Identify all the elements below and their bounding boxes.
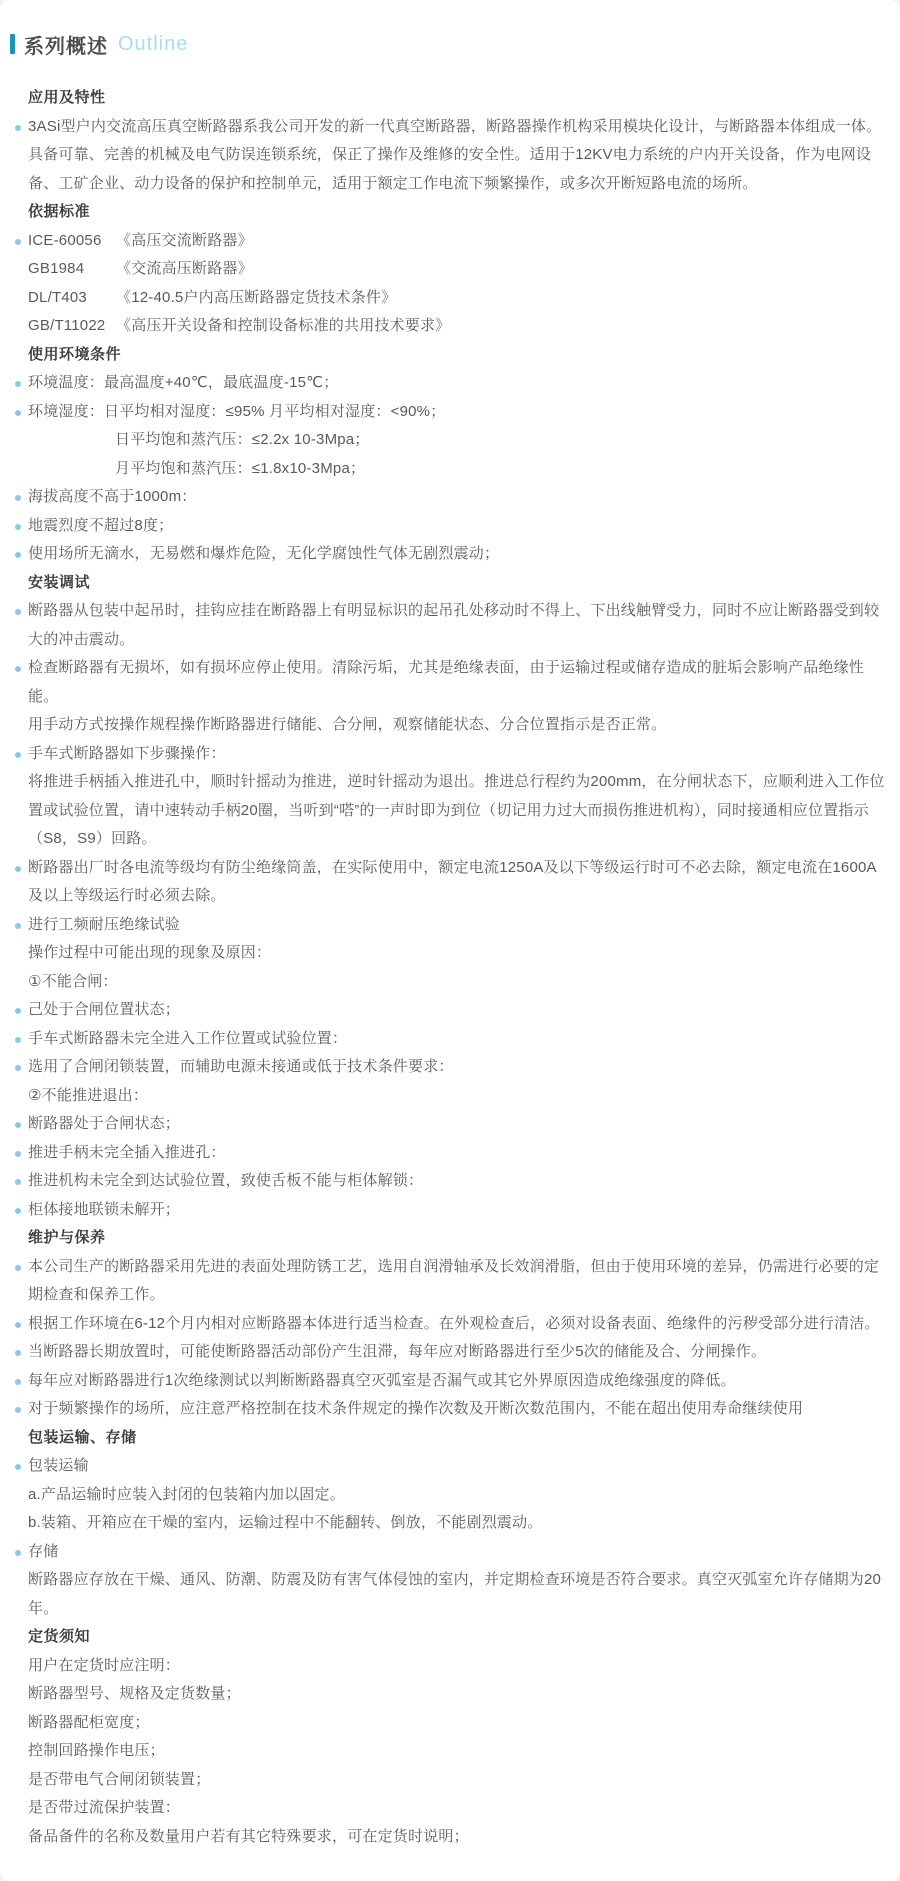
section-items bbox=[10, 1253, 890, 1424]
text-line bbox=[10, 1110, 890, 1139]
bullet-icon bbox=[10, 911, 28, 940]
section-items bbox=[10, 1452, 890, 1623]
text-line bbox=[10, 1139, 890, 1168]
section-items bbox=[10, 113, 890, 199]
text-line bbox=[10, 1053, 890, 1082]
bullet-spacer bbox=[10, 1566, 28, 1623]
bullet-icon bbox=[10, 1395, 28, 1424]
text-line bbox=[10, 227, 890, 256]
text-line bbox=[10, 512, 890, 541]
page-title: 系列概述 bbox=[24, 35, 108, 58]
bullet-spacer bbox=[10, 1737, 28, 1766]
bullet-spacer bbox=[10, 1652, 28, 1681]
section-heading: 定货须知 bbox=[28, 1628, 91, 1645]
text-line bbox=[10, 654, 890, 711]
text-line bbox=[10, 113, 890, 199]
bullet-spacer bbox=[10, 768, 28, 854]
bullet-spacer bbox=[10, 1481, 28, 1510]
line-text: 断路器型号、规格及定货数量； bbox=[28, 1685, 241, 1702]
section-items bbox=[10, 369, 890, 569]
line-text: 月平均饱和蒸汽压：≤1.8x10-3Mpa； bbox=[115, 459, 366, 477]
text-line bbox=[10, 1253, 890, 1310]
text-line bbox=[10, 1737, 890, 1766]
bullet-spacer bbox=[10, 711, 28, 740]
line-text: 手车式断路器如下步骤操作： bbox=[28, 744, 226, 762]
bullet-spacer bbox=[10, 939, 28, 968]
bullet-icon bbox=[10, 654, 28, 711]
line-text: ①不能合闸： bbox=[28, 972, 118, 990]
text-line bbox=[10, 1367, 890, 1396]
bullet-spacer bbox=[10, 1509, 28, 1538]
line-text: 对于频繁操作的场所，应注意严格控制在技术条件规定的操作次数及开断次数范围内，不能在超出使用寿命继续使用 bbox=[28, 1400, 804, 1417]
text-line bbox=[10, 1652, 890, 1681]
line-text: 根据工作环境在6-12个月内相对应断路器本体进行适当检查。在外观检查后，必须对设备表面、绝缘件的污秽受部分进行清洁。 bbox=[28, 1314, 880, 1332]
page-subtitle: Outline bbox=[118, 32, 189, 55]
text-line bbox=[10, 426, 890, 455]
text-line bbox=[10, 996, 890, 1025]
line-text: a.产品运输时应装入封闭的包装箱内加以固定。 bbox=[28, 1485, 345, 1503]
bullet-icon bbox=[10, 227, 28, 256]
text-line bbox=[10, 312, 890, 341]
line-text: 控制回路操作电压； bbox=[28, 1742, 165, 1759]
bullet-icon bbox=[10, 1196, 28, 1225]
text-line bbox=[10, 1823, 890, 1852]
bullet-spacer bbox=[10, 284, 28, 313]
bullet-icon bbox=[10, 1310, 28, 1339]
line-text: 用手动方式按操作规程操作断路器进行储能、合分闸，观察储能状态、分合位置指示是否正常。 bbox=[28, 716, 667, 733]
bullet-spacer bbox=[10, 426, 28, 455]
text-line bbox=[10, 1680, 890, 1709]
text-line bbox=[10, 1025, 890, 1054]
text-line bbox=[10, 1082, 890, 1111]
section-heading: 安装调试 bbox=[28, 573, 91, 591]
standard-code: DL/T403 bbox=[28, 288, 87, 306]
line-text: 每年应对断路器进行1次绝缘测试以判断断路器真空灭弧室是否漏气或其它外界原因造成绝缘强度的降低。 bbox=[28, 1371, 736, 1389]
line-text: 海拔高度不高于1000m： bbox=[28, 488, 197, 505]
text-line bbox=[10, 369, 890, 398]
bullet-icon bbox=[10, 113, 28, 199]
bullet-spacer bbox=[10, 1082, 28, 1111]
text-line bbox=[10, 1766, 890, 1795]
bullet-icon bbox=[10, 740, 28, 769]
text-line bbox=[10, 1167, 890, 1196]
line-text: GB/T11022 《高压开关设备和控制设备标准的共用技术要求》 bbox=[28, 312, 890, 341]
line-text: 存储 bbox=[28, 1542, 59, 1560]
text-line bbox=[10, 1509, 890, 1538]
bullet-spacer bbox=[10, 455, 28, 484]
line-text: 环境湿度：日平均相对湿度：≤95% 月平均相对湿度：<90%； bbox=[28, 402, 446, 420]
line-text: 备品备件的名称及数量用户若有其它特殊要求，可在定货时说明； bbox=[28, 1827, 469, 1845]
bullet-spacer bbox=[10, 312, 28, 341]
standard-code: GB/T11022 bbox=[28, 317, 106, 334]
bullet-icon bbox=[10, 1452, 28, 1481]
document-section bbox=[10, 84, 890, 198]
line-text: 断路器处于合闸状态； bbox=[28, 1115, 181, 1132]
bullet-spacer bbox=[10, 1823, 28, 1852]
line-text: 手车式断路器未完全进入工作位置或试验位置： bbox=[28, 1029, 348, 1047]
document-section bbox=[10, 1224, 890, 1424]
line-text: ②不能推进退出： bbox=[28, 1086, 149, 1104]
bullet-icon bbox=[10, 369, 28, 398]
line-text: 柜体接地联锁未解开； bbox=[28, 1200, 181, 1218]
text-line bbox=[10, 711, 890, 740]
document-section bbox=[10, 1424, 890, 1624]
text-line bbox=[10, 968, 890, 997]
section-items bbox=[10, 1652, 890, 1852]
page-header bbox=[10, 30, 890, 58]
text-line bbox=[10, 483, 890, 512]
bullet-spacer bbox=[10, 1794, 28, 1823]
text-line bbox=[10, 911, 890, 940]
text-line bbox=[10, 1481, 890, 1510]
accent-bar-icon bbox=[10, 34, 15, 54]
bullet-icon bbox=[10, 996, 28, 1025]
text-line bbox=[10, 597, 890, 654]
section-heading: 使用环境条件 bbox=[28, 345, 122, 363]
line-text: 断路器从包装中起吊时，挂钩应挂在断路器上有明显标识的起吊孔处移动时不得上、下出线触臂受力，同时不应让断路器受到较大的冲击震动。 bbox=[28, 602, 880, 648]
text-line bbox=[10, 1338, 890, 1367]
text-line bbox=[10, 1310, 890, 1339]
bullet-icon bbox=[10, 1367, 28, 1396]
line-text: 日平均饱和蒸汽压：≤2.2x 10-3Mpa； bbox=[115, 431, 370, 448]
line-text: 是否带电气合闸闭锁装置； bbox=[28, 1770, 211, 1788]
document-section bbox=[10, 341, 890, 569]
line-text: 使用场所无滴水，无易燃和爆炸危险，无化学腐蚀性气体无剧烈震动； bbox=[28, 545, 500, 562]
text-line bbox=[10, 1452, 890, 1481]
line-text: 是否带过流保护装置： bbox=[28, 1799, 181, 1816]
line-text: 3ASi型户内交流高压真空断路器系我公司开发的新一代真空断路器，断路器操作机构采用模块化设计，与断路器本体组成一体。具备可靠、完善的机械及电气防误连锁系统，保正了操作及维修的安全性。适用于12KV电力系统的户内开关设备，作为电网设备、工矿企业、动力设备的保护和控制单元，适用于额定工作电流下频繁操作，或多次开断短路电流的场所。 bbox=[28, 117, 882, 192]
line-text: 包装运输 bbox=[28, 1457, 89, 1474]
text-line bbox=[10, 1538, 890, 1567]
text-line bbox=[10, 939, 890, 968]
line-text: 推进手柄未完全插入推进孔： bbox=[28, 1143, 226, 1161]
bullet-spacer bbox=[10, 1709, 28, 1738]
line-text: 检查断路器有无损坏，如有损坏应停止使用。清除污垢，尤其是绝缘表面，由于运输过程或储存造成的脏垢会影响产品绝缘性能。 bbox=[28, 659, 865, 705]
section-items bbox=[10, 227, 890, 341]
text-line bbox=[10, 1566, 890, 1623]
bullet-icon bbox=[10, 1338, 28, 1367]
line-text: 当断路器长期放置时，可能使断路器活动部份产生沮滞，每年应对断路器进行至少5次的储能及合、分闸操作。 bbox=[28, 1343, 767, 1360]
bullet-spacer bbox=[10, 968, 28, 997]
text-line bbox=[10, 768, 890, 854]
section-items bbox=[10, 597, 890, 1224]
line-text: 操作过程中可能出现的现象及原因： bbox=[28, 944, 272, 961]
bullet-icon bbox=[10, 1253, 28, 1310]
line-text: 进行工频耐压绝缘试验 bbox=[28, 915, 181, 933]
line-text: 断路器配柜宽度； bbox=[28, 1713, 150, 1731]
section-heading: 依据标准 bbox=[28, 203, 91, 220]
bullet-spacer bbox=[10, 1766, 28, 1795]
sections-container bbox=[10, 84, 890, 1851]
bullet-icon bbox=[10, 1139, 28, 1168]
text-line bbox=[10, 854, 890, 911]
bullet-icon bbox=[10, 1053, 28, 1082]
bullet-spacer bbox=[10, 255, 28, 284]
standard-code: GB1984 bbox=[28, 260, 85, 277]
bullet-icon bbox=[10, 483, 28, 512]
text-line bbox=[10, 455, 890, 484]
text-line bbox=[10, 255, 890, 284]
line-text: 断路器出厂时各电流等级均有防尘绝缘筒盖，在实际使用中，额定电流1250A及以下等级运行时可不必去除，额定电流在1600A及以上等级运行时必须去除。 bbox=[28, 858, 877, 904]
line-text: 断路器应存放在干燥、通风、防潮、防震及防有害气体侵蚀的室内，并定期检查环境是否符合要求。真空灭弧室允许存储期为20年。 bbox=[28, 1571, 882, 1617]
text-line bbox=[10, 1794, 890, 1823]
bullet-spacer bbox=[10, 1680, 28, 1709]
bullet-icon bbox=[10, 540, 28, 569]
section-heading: 维护与保养 bbox=[28, 1229, 106, 1246]
text-line bbox=[10, 740, 890, 769]
text-line bbox=[10, 1395, 890, 1424]
bullet-icon bbox=[10, 512, 28, 541]
line-text: 将推进手柄插入推进孔中，顺时针摇动为推进，逆时针摇动为退出。推进总行程约为200mm，在分闸状态下，应顺利进入工作位置或试验位置，请中速转动手柄20圈，当听到“嗒”的一声时即为到位（切记用力过大而损伤推进机构），同时接通相应位置指示（S8，S9）回路。 bbox=[28, 773, 885, 847]
section-heading: 包装运输、存储 bbox=[28, 1428, 137, 1446]
document-section bbox=[10, 1623, 890, 1851]
line-text: ICE-60056 《高压交流断路器》 bbox=[28, 227, 890, 256]
line-text: 选用了合闸闭锁装置，而辅助电源未接通或低于技术条件要求： bbox=[28, 1058, 454, 1075]
text-line bbox=[10, 540, 890, 569]
text-line bbox=[10, 1709, 890, 1738]
document-section bbox=[10, 569, 890, 1225]
document-section bbox=[10, 198, 890, 341]
line-text: 本公司生产的断路器采用先进的表面处理防锈工艺，选用自润滑轴承及长效润滑脂，但由于使用环境的差异，仍需进行必要的定期检查和保养工作。 bbox=[28, 1257, 880, 1303]
bullet-icon bbox=[10, 597, 28, 654]
bullet-icon bbox=[10, 854, 28, 911]
section-heading: 应用及特性 bbox=[28, 89, 106, 106]
line-text: 地震烈度不超过8度； bbox=[28, 516, 174, 534]
line-text: 用户在定货时应注明： bbox=[28, 1656, 181, 1674]
line-text: GB1984 《交流高压断路器》 bbox=[28, 255, 890, 284]
bullet-icon bbox=[10, 398, 28, 427]
line-text: b.装箱、开箱应在干燥的室内，运输过程中不能翻转、倒放，不能剧烈震动。 bbox=[28, 1514, 543, 1531]
line-text: 环境温度：最高温度+40℃，最底温度-15℃； bbox=[28, 374, 339, 391]
text-line bbox=[10, 284, 890, 313]
bullet-icon bbox=[10, 1025, 28, 1054]
text-line bbox=[10, 398, 890, 427]
bullet-icon bbox=[10, 1538, 28, 1567]
line-text: 推进机构未完全到达试验位置，致使舌板不能与柜体解锁： bbox=[28, 1172, 424, 1189]
line-text: DL/T403 《12-40.5户内高压断路器定货技术条件》 bbox=[28, 284, 890, 313]
standard-code: ICE-60056 bbox=[28, 231, 102, 249]
bullet-icon bbox=[10, 1110, 28, 1139]
line-text: 己处于合闸位置状态； bbox=[28, 1001, 181, 1018]
bullet-icon bbox=[10, 1167, 28, 1196]
text-line bbox=[10, 1196, 890, 1225]
